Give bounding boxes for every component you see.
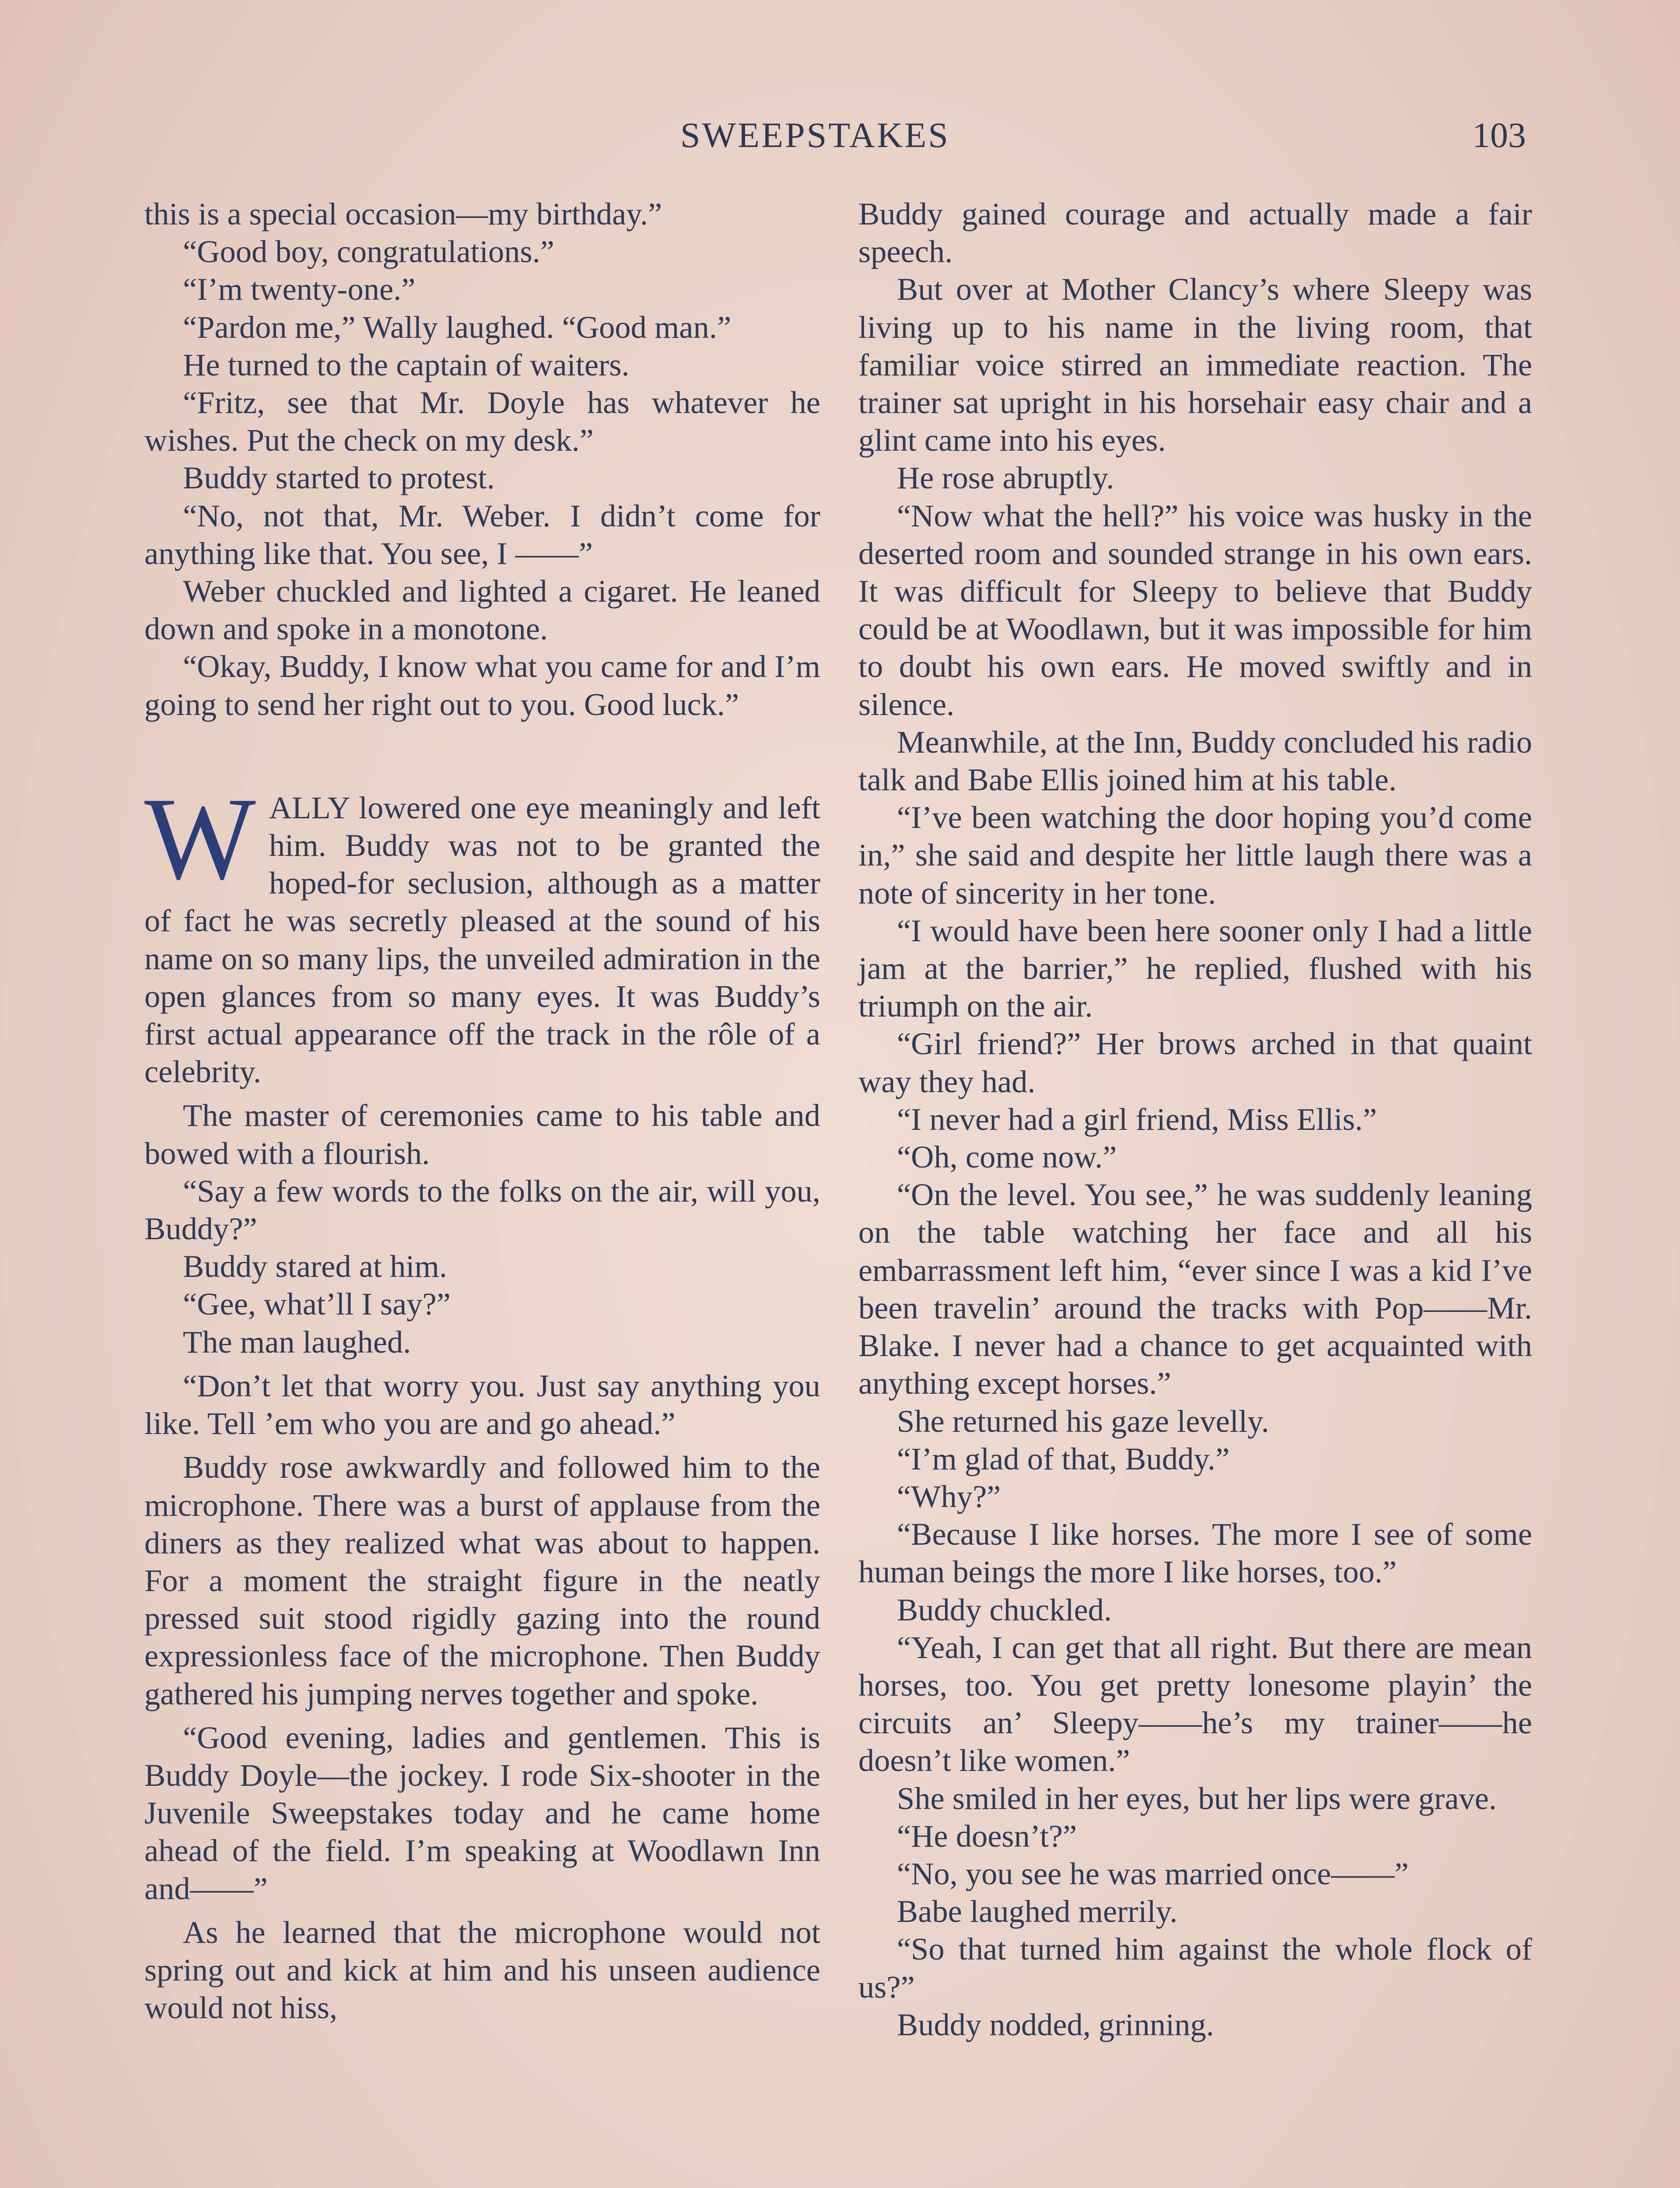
paragraph: “Gee, what’ll I say?”: [183, 1286, 451, 1322]
opening-paragraph: [144, 773, 820, 1091]
paragraph: Babe laughed merrily.: [897, 1893, 1178, 1929]
paragraph: “Why?”: [897, 1478, 1001, 1514]
paragraph: “He doesn’t?”: [897, 1818, 1077, 1854]
paragraph: “Pardon me,” Wally laughed. “Good man.”: [183, 309, 732, 345]
paragraph: Buddy chuckled.: [897, 1592, 1112, 1627]
right-column: [858, 195, 1532, 2044]
paragraph: “Don’t let that worry you. Just say anything you like. Tell ’em who you are and go ahead.”: [144, 1368, 820, 1441]
paragraph: “I’m glad of that, Buddy.”: [897, 1441, 1230, 1476]
paragraph: “So that turned him against the whole flock of us?”: [858, 1931, 1532, 2005]
paragraph: “I’m twenty-one.”: [183, 271, 416, 307]
paragraph: But over at Mother Clancy’s where Sleepy was living up to his name in the living room, that familiar voice stirred an immediate reaction. The trainer sat upright in his horsehair easy chair and a glint came into his eyes.: [858, 271, 1532, 458]
paragraph: “On the level. You see,” he was suddenly leaning on the table watching her face and all his embarrassment left him, “ever since I was a kid I’ve been travelin’ around the tracks with Pop——Mr. Blake. I never had a chance to get acquainted with anything except horses.”: [858, 1177, 1532, 1401]
paragraph: “Oh, come now.”: [897, 1139, 1117, 1175]
page-number: 103: [1472, 115, 1526, 155]
paragraph: As he learned that the microphone would not spring out and kick at him and his unseen audience would not hiss,: [144, 1914, 820, 2026]
paragraph: “Okay, Buddy, I know what you came for and I’m going to send her right out to you. Good luck.”: [144, 649, 820, 722]
paragraph: “Yeah, I can get that all right. But there are mean horses, too. You get pretty lonesome playin’ the circuits an’ Sleepy——he’s my trainer——he doesn’t like women.”: [858, 1629, 1532, 1778]
paragraph: “Fritz, see that Mr. Doyle has whatever he wishes. Put the check on my desk.”: [144, 385, 820, 458]
paragraph: The master of ceremonies came to his table and bowed with a flourish.: [144, 1098, 820, 1171]
paragraph: “Good evening, ladies and gentlemen. This is Buddy Doyle—the jockey. I rode Six-shooter in the Juvenile Sweepstakes today and he came home ahead of the field. I’m speaking at Woodlawn Inn and——”: [144, 1719, 820, 1906]
page-header: [0, 115, 1680, 167]
paragraph: “I’ve been watching the door hoping you’d come in,” she said and despite her little laugh there was a note of sincerity in her tone.: [858, 799, 1532, 911]
paragraph: She smiled in her eyes, but her lips were grave.: [897, 1780, 1497, 1816]
paragraph: “Now what the hell?” his voice was husky in the deserted room and sounded strange in his own ears. It was difficult for Sleepy to believe that Buddy could be at Woodlawn, but it was impossible for him to doubt his own ears. He moved swiftly and in silence.: [858, 498, 1532, 722]
paragraph: “No, not that, Mr. Weber. I didn’t come for anything like that. You see, I ——”: [144, 498, 820, 571]
left-column: [144, 195, 820, 2027]
paragraph: He rose abruptly.: [897, 460, 1114, 496]
paragraph: Buddy stared at him.: [183, 1248, 448, 1284]
running-title: SWEEPSTAKES: [680, 115, 950, 155]
paragraph: “No, you see he was married once——”: [897, 1855, 1409, 1891]
paragraph: Buddy rose awkwardly and followed him to the microphone. There was a burst of applause from the diners as they realized what was about to happen. For a moment the straight figure in the neatly pressed suit stood rigidly gazing into the round expressionless face of the microphone. Then Buddy gathered his jumping nerves together and spoke.: [144, 1449, 820, 1711]
paragraph: “I never had a girl friend, Miss Ellis.”: [897, 1101, 1377, 1137]
paragraph: “Because I like horses. The more I see of some human beings the more I like horses, too.”: [858, 1516, 1532, 1590]
paragraph: “Good boy, congratulations.”: [183, 234, 554, 270]
paragraph: She returned his gaze levelly.: [897, 1403, 1269, 1439]
paragraph: Meanwhile, at the Inn, Buddy concluded his radio talk and Babe Ellis joined him at his table.: [858, 724, 1532, 798]
paragraph: Weber chuckled and lighted a cigaret. He leaned down and spoke in a monotone.: [144, 573, 820, 647]
paragraph: “Say a few words to the folks on the air, will you, Buddy?”: [144, 1173, 820, 1247]
paragraph: Buddy started to protest.: [183, 460, 495, 496]
paragraph: “Girl friend?” Her brows arched in that quaint way they had.: [858, 1026, 1532, 1099]
paragraph: The man laughed.: [183, 1324, 411, 1360]
paragraph: “I would have been here sooner only I had a little jam at the barrier,” he replied, flushed with his triumph on the air.: [858, 912, 1532, 1024]
paragraph: He turned to the captain of waiters.: [183, 347, 630, 382]
paragraph: Buddy gained courage and actually made a fair speech.: [858, 196, 1532, 270]
paragraph: Buddy nodded, grinning.: [897, 2006, 1214, 2042]
opening-paragraph-text: ALLY lowered one eye meaningly and left him. Buddy was not to be granted the hoped-for seclusion, although as a matter of fact he was secretly pleased at the sound of his name on so many lips, the unveiled admiration in the open glances from so many eyes. It was Buddy’s first actual appearance off the track in the rôle of a celebrity.: [144, 789, 820, 1090]
drop-cap: W: [144, 773, 256, 904]
paragraph: this is a special occasion—my birthday.”: [144, 196, 662, 231]
